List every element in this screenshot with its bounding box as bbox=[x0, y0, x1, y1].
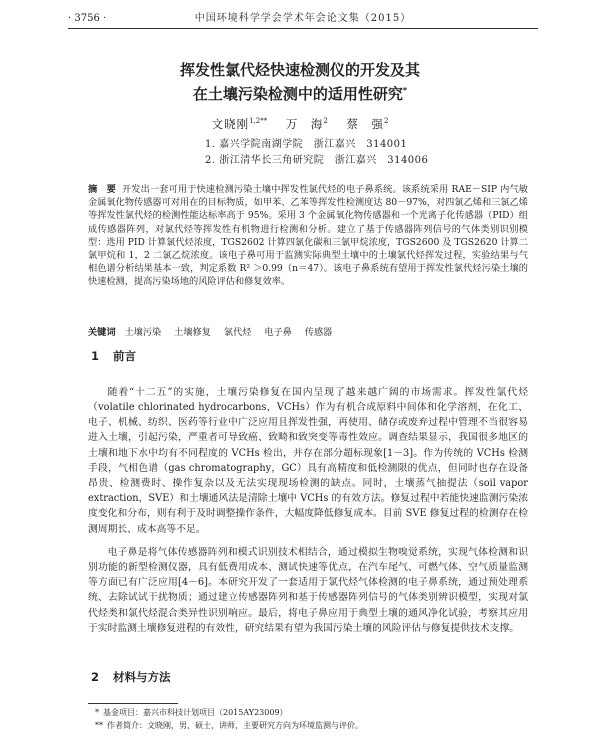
running-header bbox=[68, 10, 538, 29]
author-name: 蔡 强 bbox=[346, 116, 384, 131]
page-number: · 3756 · bbox=[68, 13, 107, 24]
section-title: 材料与方法 bbox=[113, 670, 171, 684]
keyword: 传感器 bbox=[304, 327, 333, 338]
paper-title-line-2 bbox=[60, 81, 540, 104]
keywords-label: 关键词 bbox=[88, 327, 116, 338]
footnote-divider bbox=[88, 703, 178, 704]
journal-title: 中国环境科学学会学术年会论文集（2015） bbox=[194, 13, 412, 24]
author-list bbox=[60, 113, 540, 132]
footnote-mark: ** bbox=[95, 721, 103, 730]
keyword: 电子鼻 bbox=[264, 327, 292, 338]
author-name: 万 海 bbox=[285, 116, 324, 131]
author-name: 文晓刚 bbox=[211, 116, 250, 131]
author-affiliation-mark: 2 bbox=[383, 117, 389, 125]
paper-title-line-2-text: 在土壤污染检测中的适用性研究 bbox=[192, 85, 403, 103]
affiliation-1: 1. 嘉兴学院南湖学院 浙江嘉兴 314001 bbox=[205, 139, 408, 150]
abstract-label: 摘 要 bbox=[88, 184, 116, 195]
keyword: 土壤污染 bbox=[124, 327, 162, 338]
footnote-author-bio bbox=[95, 720, 363, 732]
keyword: 氯代烃 bbox=[223, 327, 252, 338]
title-footnote-mark: * bbox=[402, 86, 408, 95]
author-affiliation-mark: 1,2** bbox=[249, 117, 268, 125]
body-paragraph-2: 电子鼻是将气体传感器阵列和模式识别技术相结合，通过模拟生物嗅觉系统，实现气体检测和识别功能的新型检测仪器，具有低费用成本、测试快速等优点，在汽车尾气、可燃气体、空气质量监测等方面已有广泛应用[4－6]。本研究开发了一套适用于氯代烃气体检测的电子鼻系统，通过预处理系统、去除试试干扰物质；通过建立传感器阵列和基于传感器阵列信号的气体类别辨识模型，实现对氯代烃类和氯代烃混合类异性识别响应。最后，将电子鼻应用于典型土壤的通风净化试验，考察其应用于实时监测土壤修复进程的有效性，研究结果有望为我国污染土壤的风险评估与修复提供技术支撑。 bbox=[88, 546, 528, 634]
affiliation-2: 2. 浙江清华长三角研究院 浙江嘉兴 314006 bbox=[205, 155, 429, 166]
footnote-mark: * bbox=[95, 708, 99, 717]
abstract bbox=[88, 183, 528, 289]
section-heading-introduction bbox=[91, 348, 136, 364]
body-paragraph-1: 随着“十二五”的实施，土壤污染修复在国内呈现了越来越广阔的市场需求。挥发性氯代烃（volatile chlorinated hydrocarbons，VCHs）作为有机合成原料中间体和化学溶剂，在化工、电子、机械、纺织、医药等行业中广泛应用且挥发性强，再使用、储存或废弃过程中管理不当很容易进入土壤，引起污染，严重者可导致癌、致畸和致突变等毒性效应。调查结果显示，我国很多地区的土壤和地下水中均有不同程度的 VCHs 检出，并存在部分超标现象[1－3]。作为传统的 VCHs 检测手段，气相色谱（gas chromatography，GC）具有高精度和低检测限的优点，但同时也存在设备昂贵、检测费时、操作复杂以及无法实现现场检测的缺点。同时，土壤蒸气抽提法（soil vapor extraction，SVE）和土壤通风法是清除土壤中 VCHs 的有效方法。修复过程中若能快速监测污染浓度变化和分布，则有利于及时调整操作条件，大幅度降低修复成本。目前 SVE 修复过程的检测存在检测周期长、成本高等不足。 bbox=[88, 386, 528, 535]
footnote-funding bbox=[95, 707, 288, 719]
footnote-text: 作者简介：文晓刚，男，硕士，讲师，主要研究方向为环境监测与评价。 bbox=[107, 721, 363, 730]
author-affiliation-mark: 2 bbox=[323, 117, 328, 125]
section-number: 2 bbox=[91, 670, 100, 684]
section-number: 1 bbox=[91, 349, 100, 363]
section-heading-materials-methods bbox=[91, 669, 171, 685]
footnote-text: 基金项目：嘉兴市科技计划项目（2015AY23009） bbox=[103, 708, 288, 717]
keyword: 土壤修复 bbox=[174, 327, 211, 338]
section-title: 前言 bbox=[113, 349, 137, 363]
keywords bbox=[88, 326, 528, 339]
paper-title-line-1: 挥发性氯代烃快速检测仪的开发及其 bbox=[179, 61, 420, 79]
abstract-text: 开发出一套可用于快速检测污染土壤中挥发性氯代烃的电子鼻系统。该系统采用 RAE－SIP 内气敏金属氧化物传感器可对用在的目标物质，如甲苯、乙苯等挥发性检测度达 80－97%，对四氯乙烯和三氯乙烯等挥发性氯代烃的检测性能达标率高于 95%。采用 3 个金属氧化物传感器和一个光离子化传感器（PID）组成传感器阵列，对氯代烃等挥发性有机物进行检测和分析。建立了基于传感器阵列信号的气体类别识别模型：选用 PID 计算氯代烃浓度，TGS2602 计算四氯化碳和三氯甲烷浓度，TGS2600 及 TGS2620 计算二氯甲烷和 1，2 二氯乙烷浓度。该电子鼻可用于监测实际典型土壤中的土壤氯代烃挥发过程，实验结果与气相色谱分析结果基本一致，判定系数 R² ＞0.99（n＝47）。该电子鼻系统有望用于挥发性氯代烃污染土壤的快速检测，提高污染场地的风险评估和修复效率。 bbox=[88, 184, 528, 288]
